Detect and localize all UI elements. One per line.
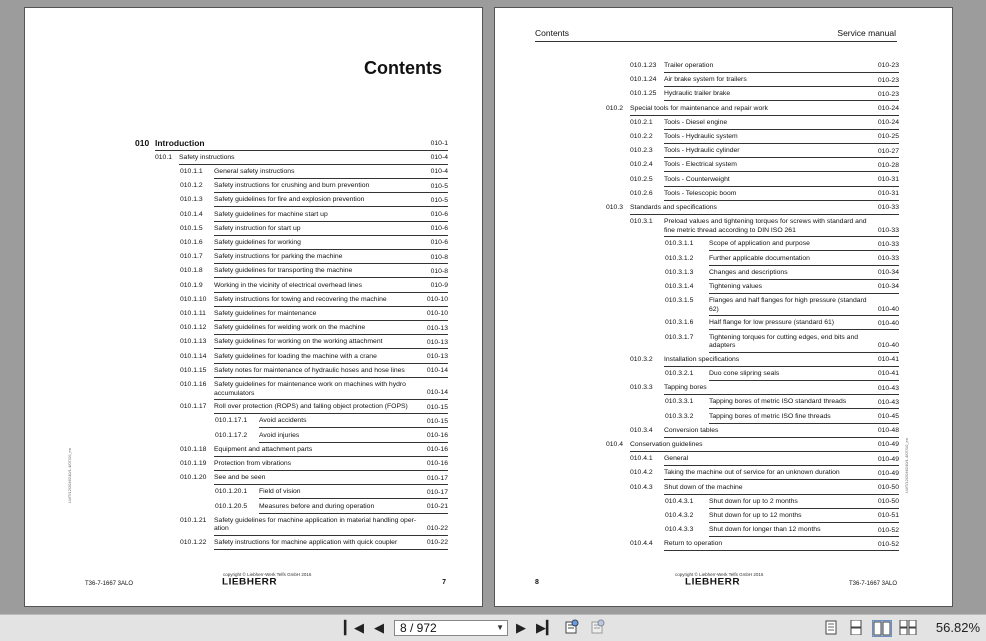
find-next-icon[interactable] xyxy=(589,619,607,637)
toc-label: Safety guidelines for machine application in material handling oper-ation xyxy=(214,516,417,533)
toc-page: 010-6 xyxy=(430,239,448,247)
last-page-icon[interactable]: ▶▎ xyxy=(536,620,556,635)
toc-entry[interactable] xyxy=(180,253,448,262)
toc-label: Safety guidelines for maintenance xyxy=(214,310,317,317)
toc-label: Special tools for maintenance and repair work xyxy=(630,104,768,112)
toc-entry[interactable] xyxy=(180,239,448,248)
document-page-left xyxy=(24,7,483,607)
toc-number: 010.3.3.2 xyxy=(665,412,694,420)
toc-entry[interactable] xyxy=(180,211,448,220)
toc-number: 010.1.14 xyxy=(180,352,207,360)
toc-number: 010.1.8 xyxy=(180,267,203,275)
toc-page: 010-10 xyxy=(426,310,448,318)
toc-page: 010-14 xyxy=(426,389,448,397)
toc-entry[interactable] xyxy=(630,427,899,436)
toc-entry[interactable] xyxy=(665,269,899,278)
toc-number: 010.1.20 xyxy=(180,474,207,482)
side-code: LWT/12/2046240/1.4/07/10_en xyxy=(67,448,72,503)
toc-page: 010-49 xyxy=(877,455,899,463)
toc-number: 010.2.1 xyxy=(630,118,653,126)
header-rule xyxy=(535,41,897,42)
toc-entry[interactable] xyxy=(180,324,448,333)
toc-number: 010.1.17 xyxy=(180,403,207,411)
chevron-down-icon[interactable]: ▼ xyxy=(496,623,504,632)
toc-page: 010-25 xyxy=(877,133,899,141)
toc-page: 010-50 xyxy=(877,484,899,491)
toc-page: 010-52 xyxy=(877,526,899,534)
toc-entry[interactable] xyxy=(215,503,448,512)
toc-page: 010-22 xyxy=(426,539,448,547)
toc-page: 010-33 xyxy=(877,204,899,212)
toc-chapter[interactable] xyxy=(135,139,448,149)
toc-label: Safety instructions for crushing and burn prevention xyxy=(214,182,370,190)
facing-continuous-icon[interactable] xyxy=(899,620,917,635)
toc-label: Flanges and half flanges for high pressure (standard 62) xyxy=(709,297,867,313)
toc-label: Taking the machine out of service for an unknown duration xyxy=(664,469,840,477)
toc-entry[interactable] xyxy=(630,161,899,170)
toc-label: Safety guidelines for fire and explosion prevention xyxy=(214,196,365,204)
toc-entry[interactable] xyxy=(180,225,448,234)
toc-entry[interactable] xyxy=(630,119,899,128)
toc-page: 010-43 xyxy=(877,398,899,406)
toc-number: 010.1 xyxy=(155,154,173,161)
toc-entry[interactable] xyxy=(665,283,899,292)
toc-number: 010.1.6 xyxy=(180,239,203,246)
toc-label: Half flange for low pressure (standard 61) xyxy=(709,319,835,327)
toc-entry[interactable] xyxy=(630,190,899,199)
toc-number: 010.1.1 xyxy=(180,168,203,175)
toc-label: Shut down for up to 12 months xyxy=(709,512,802,519)
toc-entry[interactable] xyxy=(665,413,899,422)
toc-label: Safety instructions for machine application with quick coupler xyxy=(214,539,398,546)
toc-number: 010.2.2 xyxy=(630,133,653,140)
toc-number: 010.2 xyxy=(606,104,624,112)
document-page-right xyxy=(494,7,953,607)
toc-page: 010-17 xyxy=(426,474,448,482)
toc-page: 010-8 xyxy=(430,267,448,275)
toc-page: 010-4 xyxy=(430,168,448,176)
toc-label: Working in the vicinity of electrical overhead lines xyxy=(214,281,362,289)
toc-number: 010.1.21 xyxy=(180,516,207,524)
toc-label: Conservation guidelines xyxy=(630,441,703,448)
toc-entry[interactable] xyxy=(630,455,899,464)
toc-page: 010-34 xyxy=(877,283,899,291)
toc-entry[interactable] xyxy=(180,517,448,534)
toc-entry[interactable] xyxy=(630,356,899,365)
toc-page: 010-40 xyxy=(877,342,899,349)
toc-page: 010-15 xyxy=(426,403,448,411)
toc-page: 010-34 xyxy=(877,269,899,277)
toc-label: Duo cone slipring seals xyxy=(709,370,780,377)
toc-page: 010-16 xyxy=(426,460,448,468)
doc-code: T36-7-1667 3ALO xyxy=(85,581,134,587)
toc-label: Safety guidelines for maintenance work on machines with hydro accumulators xyxy=(214,381,406,397)
toc-page: 010-28 xyxy=(877,161,899,169)
prev-page-icon[interactable]: ◀ xyxy=(374,620,384,635)
toc-entry[interactable] xyxy=(630,469,899,478)
toc-page: 010-23 xyxy=(877,90,899,98)
toc-number: 010.1.18 xyxy=(180,445,207,453)
toc-label: Air brake system for trailers xyxy=(664,76,747,84)
toc-label: Tools - Hydraulic system xyxy=(664,133,738,140)
toc-entry[interactable] xyxy=(665,370,899,379)
toc-number: 010.3.3.1 xyxy=(665,398,694,406)
continuous-icon[interactable] xyxy=(849,620,863,635)
toc-label: Conversion tables xyxy=(664,426,719,434)
toc-entry[interactable] xyxy=(180,168,448,177)
toc-label: Safety guidelines for working on the working attachment xyxy=(214,338,383,346)
toc-label: Protection from vibrations xyxy=(214,460,292,467)
toc-entry[interactable] xyxy=(665,334,899,351)
toc-page: 010-40 xyxy=(877,319,899,327)
toc-number: 010.1.2 xyxy=(180,182,203,190)
page-number-value: 8 / 972 xyxy=(400,621,437,635)
toc-number: 010.4.3.2 xyxy=(665,512,694,519)
page-title: Contents xyxy=(364,58,442,78)
toc-number: 010.1.13 xyxy=(180,338,207,346)
toc-page: 010-33 xyxy=(877,240,899,248)
toc-label: Tapping bores of metric ISO fine threads xyxy=(709,412,831,420)
toc-label: Shut down of the machine xyxy=(664,483,743,491)
toc-label: Installation specifications xyxy=(664,355,740,363)
single-page-icon[interactable] xyxy=(824,620,838,635)
toc-page: 010-45 xyxy=(877,413,899,420)
toc-label: Safety notes for maintenance of hydraulic hoses and hose lines xyxy=(214,366,405,374)
toc-number: 010.4.3.3 xyxy=(665,526,694,534)
page-number: 8 xyxy=(535,579,539,586)
side-code: LWT/12/2046240/1.4/07/10_en xyxy=(904,438,909,493)
toc-entry[interactable] xyxy=(630,90,899,99)
toc-page: 010-6 xyxy=(430,211,448,218)
toc-entry[interactable] xyxy=(180,310,448,319)
toc-entry[interactable] xyxy=(180,353,448,362)
toc-label: Tools - Counterweight xyxy=(664,175,730,183)
toc-number: 010.1.22 xyxy=(180,539,207,546)
toc-page: 010-24 xyxy=(877,105,899,112)
toc-entry[interactable] xyxy=(665,297,899,314)
toc-page: 010-1 xyxy=(430,140,448,148)
toc-number: 010.1.5 xyxy=(180,224,203,232)
toc-label: Scope of application and purpose xyxy=(709,240,810,248)
toc-label: Safety guidelines for loading the machine with a crane xyxy=(214,352,377,360)
toc-label: Tools - Hydraulic cylinder xyxy=(664,147,740,155)
toc-label: Measures before and during operation xyxy=(259,502,375,510)
page-number-field[interactable] xyxy=(394,620,508,636)
toc-page: 010-5 xyxy=(430,196,448,204)
toc-entry[interactable] xyxy=(180,381,448,398)
toc-label: Avoid accidents xyxy=(259,417,307,425)
toc-number: 010.1.20.1 xyxy=(215,488,248,496)
toc-page: 010-8 xyxy=(430,253,448,261)
toc-label: Safety instructions for towing and recovering the machine xyxy=(214,295,387,303)
toc-number: 010 xyxy=(135,138,150,148)
toc-entry[interactable] xyxy=(630,176,899,185)
page-number: 7 xyxy=(442,579,446,586)
toc-entry[interactable] xyxy=(665,526,899,535)
toc-entry[interactable] xyxy=(665,255,899,264)
toc-page: 010-17 xyxy=(426,488,448,496)
toc-number: 010.1.15 xyxy=(180,366,207,374)
toc-number: 010.3.1.7 xyxy=(665,333,694,341)
toc-number: 010.3.2.1 xyxy=(665,370,694,377)
toc-number: 010.4 xyxy=(606,441,624,448)
toc-entry[interactable] xyxy=(630,62,899,71)
toc-entry[interactable] xyxy=(180,296,448,305)
toc-number: 010.1.23 xyxy=(630,62,657,69)
toc-page: 010-16 xyxy=(426,446,448,454)
toc-page: 010-16 xyxy=(426,432,448,439)
toc-entry[interactable] xyxy=(180,182,448,191)
toc-label: Preload values and tightening torques for screws with standard and fine metric thread according to DIN ISO 261 xyxy=(664,218,867,234)
toc-label: Shut down for up to 2 months xyxy=(709,497,798,505)
toc-entry[interactable] xyxy=(180,267,448,276)
toc-number: 010.3.1.4 xyxy=(665,283,694,290)
toc-page: 010-15 xyxy=(426,417,448,425)
toc-number: 010.1.17.1 xyxy=(215,417,248,425)
toc-entry[interactable] xyxy=(180,460,448,469)
toc-label: Roll over protection (ROPS) and falling object protection (FOPS) xyxy=(214,403,408,411)
toc-page: 010-49 xyxy=(877,469,899,477)
toc-number: 010.3.2 xyxy=(630,355,653,363)
toc-entry[interactable] xyxy=(180,539,448,548)
liebherr-logo: LIEBHERR xyxy=(222,577,278,588)
toc-number: 010.1.17.2 xyxy=(215,431,248,439)
toc-entry[interactable] xyxy=(630,218,899,235)
viewer-toolbar xyxy=(0,614,986,641)
toc-number: 010.3.1.2 xyxy=(665,254,694,262)
toc-number: 010.1.16 xyxy=(180,381,207,388)
toc-label: Standards and specifications xyxy=(630,204,717,211)
toc-page: 010-13 xyxy=(426,324,448,332)
toc-number: 010.3.1.6 xyxy=(665,319,694,327)
toc-page: 010-5 xyxy=(430,182,448,190)
toc-page: 010-51 xyxy=(877,512,899,520)
toc-page: 010-48 xyxy=(877,427,899,435)
toc-entry[interactable] xyxy=(180,403,448,412)
zoom-level[interactable]: 56.82% xyxy=(935,620,980,635)
toc-number: 010.3.1.1 xyxy=(665,240,694,248)
toc-entry[interactable] xyxy=(180,446,448,455)
toc-entry[interactable] xyxy=(665,319,899,328)
toc-number: 010.4.3.1 xyxy=(665,497,694,505)
toc-entry[interactable] xyxy=(606,441,899,450)
toc-page: 010-23 xyxy=(877,62,899,70)
toc-label: Tools - Diesel engine xyxy=(664,118,728,126)
liebherr-logo: LIEBHERR xyxy=(685,577,741,588)
toc-number: 010.3.1.3 xyxy=(665,268,694,276)
toc-entry[interactable] xyxy=(215,488,448,497)
toc-page: 010-10 xyxy=(426,296,448,304)
toc-entry[interactable] xyxy=(630,484,899,493)
toc-number: 010.1.19 xyxy=(180,460,207,467)
toc-label: Hydraulic trailer brake xyxy=(664,90,731,98)
header-right: Service manual xyxy=(837,28,896,38)
toc-entry[interactable] xyxy=(180,474,448,483)
toc-page: 010-14 xyxy=(426,367,448,375)
doc-code: T36-7-1667 3ALO xyxy=(849,581,898,587)
toc-page: 010-22 xyxy=(426,525,448,533)
first-page-icon[interactable]: ▎◀ xyxy=(344,620,364,635)
toc-page: 010-13 xyxy=(426,338,448,346)
toc-label: Avoid injuries xyxy=(259,431,300,439)
toc-number: 010.1.12 xyxy=(180,324,207,332)
toc-label: Safety guidelines for welding work on the machine xyxy=(214,324,366,332)
toc-page: 010-52 xyxy=(877,540,899,548)
toc-label: Trailer operation xyxy=(664,62,714,69)
toc-page: 010-49 xyxy=(877,441,899,449)
toc-entry[interactable] xyxy=(665,240,899,249)
toc-number: 010.1.3 xyxy=(180,196,203,204)
toc-entry[interactable] xyxy=(606,105,899,114)
toc-page: 010-40 xyxy=(877,305,899,313)
toc-page: 010-9 xyxy=(430,282,448,289)
toc-label: Introduction xyxy=(155,138,205,148)
toc-entry[interactable] xyxy=(180,367,448,376)
toc-page: 010-21 xyxy=(426,503,448,510)
toc-number: 010.1.11 xyxy=(180,310,206,317)
toc-page: 010-4 xyxy=(430,154,448,162)
toc-label: Tools - Electrical system xyxy=(664,161,737,169)
toc-number: 010.3.1.5 xyxy=(665,297,694,305)
toc-entry[interactable] xyxy=(630,133,899,142)
toc-label: Tapping bores xyxy=(664,384,707,392)
next-page-icon[interactable]: ▶ xyxy=(516,620,526,635)
toc-number: 010.4.1 xyxy=(630,455,653,463)
header-left: Contents xyxy=(535,28,570,38)
toc-label: Safety guidelines for transporting the machine xyxy=(214,267,353,275)
copyright-text: copyright © Liebherr-Werk Telfs GmbH 2016 xyxy=(675,572,764,577)
toc-page: 010-33 xyxy=(877,255,899,262)
toc-entry[interactable] xyxy=(665,512,899,521)
toc-label: Tightening torques for cutting edges, end bits and adapters xyxy=(709,333,859,350)
toc-number: 010.3 xyxy=(606,204,624,211)
toc-label: Tools - Telescopic boom xyxy=(664,189,737,197)
toc-page: 010-33 xyxy=(877,226,899,234)
toc-page: 010-41 xyxy=(877,370,899,378)
toc-number: 010.4.2 xyxy=(630,469,653,477)
toc-label: Changes and descriptions xyxy=(709,268,788,276)
toc-entry[interactable] xyxy=(665,498,899,507)
facing-icon[interactable] xyxy=(872,620,892,637)
toc-label: Safety guidelines for machine start up xyxy=(214,210,328,218)
toc-section[interactable] xyxy=(155,154,448,163)
toc-entry[interactable] xyxy=(215,417,448,426)
toc-number: 010.4.3 xyxy=(630,483,653,491)
toc-label: Equipment and attachment parts xyxy=(214,445,313,453)
toc-number: 010.3.3 xyxy=(630,384,653,392)
toc-page: 010-50 xyxy=(877,498,899,506)
toc-page: 010-6 xyxy=(430,225,448,233)
toc-page: 010-31 xyxy=(877,176,899,183)
toc-label: Tightening values xyxy=(709,283,763,290)
toc-number: 010.3.1 xyxy=(630,218,653,226)
toc-label: See and be seen xyxy=(214,474,266,482)
toc-number: 010.2.4 xyxy=(630,161,653,169)
toc-number: 010.2.6 xyxy=(630,189,653,197)
toc-entry[interactable] xyxy=(630,76,899,85)
find-icon[interactable] xyxy=(563,619,581,637)
toc-entry[interactable] xyxy=(215,432,448,441)
toc-number: 010.2.5 xyxy=(630,175,653,183)
toc-page: 010-13 xyxy=(426,353,448,360)
toc-number: 010.4.4 xyxy=(630,540,653,548)
toc-page: 010-23 xyxy=(877,76,899,84)
toc-label: Field of vision xyxy=(259,488,301,496)
toc-page: 010-27 xyxy=(877,147,899,155)
toc-number: 010.1.24 xyxy=(630,76,657,84)
toc-label: Tapping bores of metric ISO standard threads xyxy=(709,398,847,406)
toc-page: 010-43 xyxy=(877,384,899,392)
toc-number: 010.1.10 xyxy=(180,295,207,303)
toc-entry[interactable] xyxy=(180,196,448,205)
toc-label: Safety instructions for parking the machine xyxy=(214,253,343,261)
toc-label: Safety instruction for start up xyxy=(214,224,301,232)
toc-label: Shut down for longer than 12 months xyxy=(709,526,821,534)
toc-entry[interactable] xyxy=(630,384,899,393)
toc-entry[interactable] xyxy=(180,338,448,347)
toc-number: 010.2.3 xyxy=(630,147,653,155)
toc-number: 010.3.4 xyxy=(630,426,653,434)
toc-label: General xyxy=(664,455,689,463)
toc-page: 010-41 xyxy=(877,356,899,364)
toc-number: 010.1.4 xyxy=(180,210,203,218)
toc-entry[interactable] xyxy=(630,540,899,549)
toc-label: General safety instructions xyxy=(214,168,295,175)
toc-number: 010.1.7 xyxy=(180,253,203,261)
toc-label: Further applicable documentation xyxy=(709,254,810,262)
toc-entry[interactable] xyxy=(180,282,448,291)
toc-page: 010-24 xyxy=(877,119,899,127)
toc-number: 010.1.9 xyxy=(180,281,203,289)
toc-number: 010.1.20.5 xyxy=(215,502,248,510)
toc-entry[interactable] xyxy=(665,398,899,407)
copyright-text: copyright © Liebherr-Werk Telfs GmbH 2016 xyxy=(223,572,312,577)
toc-label: Safety instructions xyxy=(179,154,235,161)
toc-entry[interactable] xyxy=(630,147,899,156)
toc-label: Safety guidelines for working xyxy=(214,239,301,246)
toc-page: 010-31 xyxy=(877,190,899,198)
toc-label: Return to operation xyxy=(664,540,723,548)
toc-entry[interactable] xyxy=(606,204,899,213)
toc-number: 010.1.25 xyxy=(630,90,657,98)
